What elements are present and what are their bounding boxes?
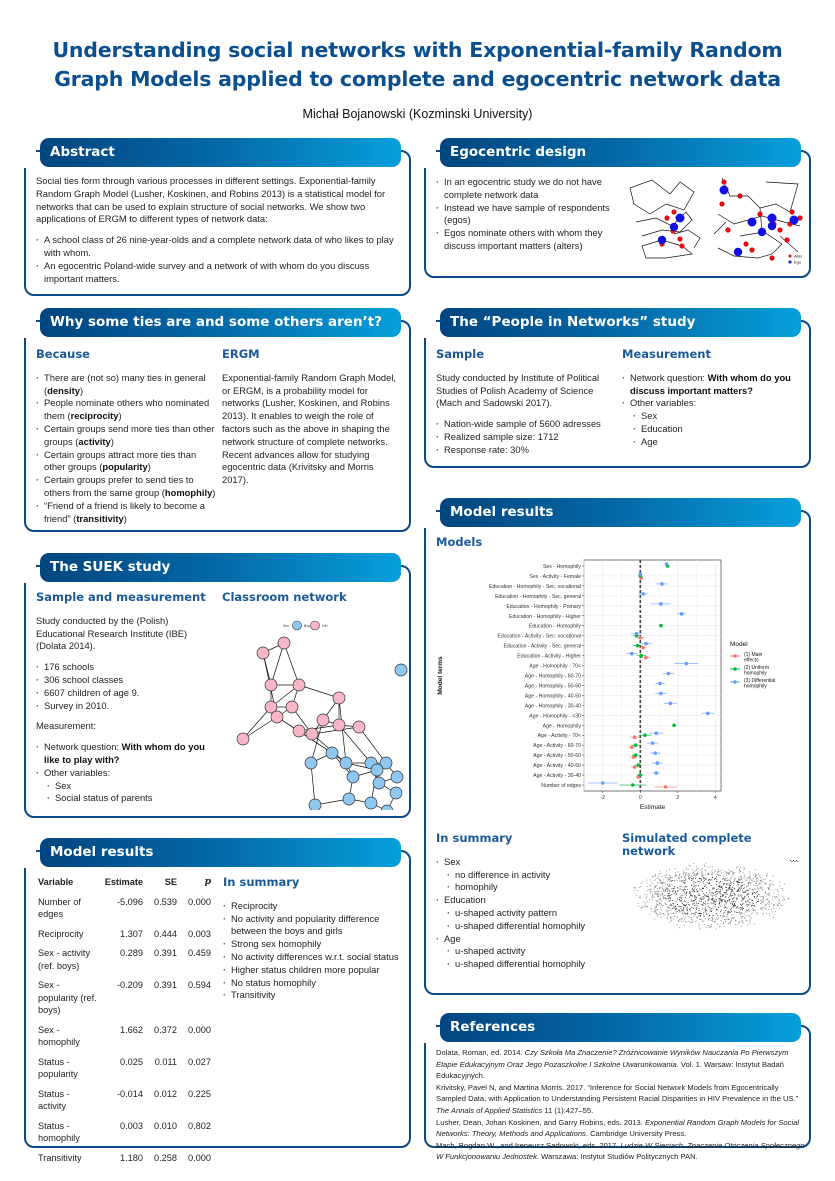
svg-text:Sex: Sex <box>283 624 290 628</box>
table-row: Sex - popularity (ref. boys) -0.209 0.391 0.594 <box>38 980 211 1016</box>
list-item: · 176 schools <box>36 661 216 674</box>
list-item: · Age <box>633 436 802 449</box>
results-table <box>38 874 214 1170</box>
svg-text:Age - Activity - 30-40: Age - Activity - 30-40 <box>533 773 581 780</box>
measurement-label: Measurement: <box>36 720 96 732</box>
reference-item: Mach, Bogdan W., and Ireneusz Sadowski, eds. 2017. Ludzie W Sieciach. Znaczenie Otoczenia Społecznego W Funkcjonowaniu Jednostek. Warszawa: Instytut Studiów Politycznych PAN. <box>436 1140 805 1162</box>
svg-text:Estimate: Estimate <box>639 804 666 811</box>
table-row: Status - homophily 0.003 0.010 0.802 <box>38 1120 211 1144</box>
because-list <box>36 372 216 526</box>
list-item: · In an egocentric study we do not have complete network data <box>436 176 616 202</box>
svg-text:Age - Homophily - 30-40: Age - Homophily - 30-40 <box>524 703 581 710</box>
svg-text:Age - Homophily - 50-60: Age - Homophily - 50-60 <box>524 683 581 690</box>
list-item: · Instead we have sample of respondents (egos) <box>436 202 616 228</box>
svg-text:Model terms: Model terms <box>437 656 444 695</box>
svg-text:Age - Homophily - 40-50: Age - Homophily - 40-50 <box>524 693 581 700</box>
list-item: · No activity differences w.r.t. social status <box>223 951 403 964</box>
table-row: Reciprocity 1.307 0.444 0.003 <box>38 928 211 939</box>
col-se: SE <box>164 877 177 887</box>
list-item: · Survey in 2010. <box>36 700 216 713</box>
svg-text:Age - Activity - 60-70: Age - Activity - 60-70 <box>533 743 581 750</box>
table-row: Status - activity -0.014 0.012 0.225 <box>38 1088 211 1112</box>
suek-summary-heading: In summary <box>223 875 300 889</box>
svg-text:homophily: homophily <box>744 683 767 690</box>
list-item: · People nominate others who nominated them (reciprocity) <box>36 397 216 423</box>
svg-text:Education - Homophily: Education - Homophily <box>528 623 581 630</box>
reference-item: Dolata, Roman, ed. 2014. Czy Szkoła Ma Znaczenie? Zróżnicowanie Wyników Nauczania Po Pierwszym Etapie Edukacyjnym Oraz Jego Pozaszkolne I Szkolne Uwarunkowania. Vol. 1. Warsaw: Instytut Badań Edukacyjnych. <box>436 1048 789 1081</box>
pin-heading: The “People in Networks” study <box>440 308 801 337</box>
references-list <box>436 1047 806 1163</box>
list-item: · no difference in activity <box>447 869 616 882</box>
list-item: · Egos nominate others with whom they discuss important matters (alters) <box>436 227 616 253</box>
svg-text:Education - Activity - Sec. vo: Education - Activity - Sec. vocational <box>497 633 581 640</box>
svg-text:Age - Activity - 50-60: Age - Activity - 50-60 <box>533 753 581 760</box>
list-item: · Education · u-shaped activity pattern · u-shaped differential homophily <box>436 894 616 932</box>
svg-text:Age - Homophily - <30: Age - Homophily - <30 <box>529 713 581 720</box>
list-item: · Transitivity <box>223 989 403 1002</box>
pin-summary-heading: In summary <box>436 831 513 845</box>
svg-text:Age - Homophily - 70<: Age - Homophily - 70< <box>529 663 581 670</box>
measurement-list <box>622 372 802 449</box>
egocentric-list <box>436 176 616 253</box>
title-line-2: Graph Models applied to complete and egocentric network data <box>54 67 781 91</box>
table-row: Transitivity 1.180 0.258 0.000 <box>38 1152 211 1163</box>
abstract-heading: Abstract <box>40 138 401 167</box>
abstract-paragraph: Social ties form through various processes in different settings. Exponential-family Random Graph Model (Lusher, Koskinen, and Robins 2013) is a statistical model for networks that can be used to explain structure of social networks. We show two applications of ERGM to different types of network data: <box>36 175 386 225</box>
svg-text:4: 4 <box>713 795 717 801</box>
list-item: · u-shaped differential homophily <box>447 958 616 971</box>
table-row: Number of edges -5.096 0.539 0.000 <box>38 896 211 920</box>
suek-measurement-list <box>36 741 216 805</box>
list-item: · Strong sex homophily <box>223 938 403 951</box>
svg-text:Education - Homophily - Primar: Education - Homophily - Primary <box>506 603 581 610</box>
svg-text:Age - Activity - 70<: Age - Activity - 70< <box>537 733 581 740</box>
sample-heading: Sample <box>436 347 484 361</box>
measurement-heading: Measurement <box>622 347 711 361</box>
col-variable: Variable <box>38 877 74 887</box>
svg-text:Sex - Homophily: Sex - Homophily <box>542 564 581 570</box>
svg-text:2: 2 <box>676 795 680 801</box>
svg-text:Education - Homophily - Sec. g: Education - Homophily - Sec. general <box>495 593 581 600</box>
list-item: · u-shaped activity <box>447 945 616 958</box>
list-item: · Network question: With whom do you discuss important matters? <box>622 372 802 398</box>
classroom-network-figure <box>231 615 411 810</box>
title-line-1: Understanding social networks with Exponential-family Random <box>52 38 783 62</box>
list-item: · Certain groups send more ties than other groups (activity) <box>36 423 216 449</box>
list-item: · Certain groups prefer to send ties to others from the same group (homophily) <box>36 474 216 500</box>
table-row: Status - popularity 0.025 0.011 0.027 <box>38 1056 211 1080</box>
list-item: · Education <box>633 423 802 436</box>
svg-text:(1) Main: (1) Main <box>744 652 763 658</box>
list-item: · Response rate: 30% <box>436 444 614 457</box>
suek-panel <box>24 559 411 818</box>
references-panel <box>424 1019 811 1162</box>
svg-text:Number of edges: Number of edges <box>541 783 581 789</box>
sample-text: Study conducted by Institute of Political Studies of Polish Academy of Science (Mach and Sadowski 2017). <box>436 371 600 409</box>
svg-text:(2) Uniform: (2) Uniform <box>744 665 770 671</box>
list-item: · Higher status children more popular <box>223 964 403 977</box>
svg-text:Model: Model <box>730 641 748 648</box>
pin-results-panel <box>424 504 811 995</box>
because-heading: Because <box>36 347 90 361</box>
suek-text: Study conducted by the (Polish) Educational Research Institute (IBE) (Dolata 2014). <box>36 614 188 652</box>
table-row: Sex - homophily 1.662 0.372 0.000 <box>38 1024 211 1048</box>
list-item: · There are (not so) many ties in general (density) <box>36 372 216 398</box>
col-estimate: Estimate <box>104 877 143 887</box>
models-heading: Models <box>436 535 483 549</box>
suek-results-heading: Model results <box>40 838 401 867</box>
egocentric-network-figure <box>622 174 807 266</box>
ergm-text: Exponential-family Random Graph Model, or ERGM, is a probability model for networks (Lusher, Koskinen, and Robins 2013). It enables to weigh the role of factors such as the above in shaping the network structure of complete networks. Recent advances allow for studying egocentric data (Krivitsky and Morris 2017). <box>222 371 397 486</box>
list-item: · Social status of parents <box>47 792 216 805</box>
list-item: · Certain groups attract more ties than other groups (popularity) <box>36 449 216 475</box>
suek-results-panel <box>24 844 411 1163</box>
list-item: · u-shaped activity pattern <box>447 907 616 920</box>
ergm-heading: ERGM <box>222 347 260 361</box>
sample-measurement-heading: Sample and measurement <box>36 590 206 604</box>
svg-text:Age - Homophily: Age - Homophily <box>542 723 581 730</box>
svg-text:effects: effects <box>744 657 759 664</box>
abstract-list <box>36 234 402 285</box>
reference-item: Lusher, Dean, Johan Koskinen, and Garry Robins, eds. 2013. Exponential Random Graph Models for Social Networks: Theory, Methods and Applications. Cambridge University Press. <box>436 1117 800 1139</box>
list-item: · Other variables: · Sex · Education · Age <box>622 397 802 448</box>
sample-list <box>436 418 614 456</box>
classroom-network-heading: Classroom network <box>222 590 347 604</box>
author: Michał Bojanowski (Kozminski University) <box>302 107 533 121</box>
why-panel <box>24 314 411 532</box>
list-item: · Network question: With whom do you like to play with? <box>36 741 216 767</box>
pin-summary-list <box>436 856 616 971</box>
abstract-panel <box>24 144 411 296</box>
list-item: · No status homophily <box>223 977 403 990</box>
list-item: · No activity and popularity difference between the boys and girls <box>223 913 403 939</box>
why-heading: Why some ties are and some others aren’t? <box>40 308 401 337</box>
svg-text:Girl: Girl <box>322 624 328 628</box>
svg-text:Age - Activity - 40-50: Age - Activity - 40-50 <box>533 763 581 770</box>
poster-title <box>0 36 835 94</box>
svg-text:Ego: Ego <box>794 259 802 265</box>
list-item: · Sex <box>633 410 802 423</box>
list-item: · Age · u-shaped activity · u-shaped differential homophily <box>436 933 616 971</box>
suek-list <box>36 661 216 712</box>
svg-text:Education - Homophily - Higher: Education - Homophily - Higher <box>508 613 581 620</box>
table-row: Sex - activity (ref. boys) 0.289 0.391 0.459 <box>38 948 211 971</box>
list-item: · “Friend of a friend is likely to become a friend” (transitivity) <box>36 500 216 526</box>
svg-text:0: 0 <box>638 795 642 801</box>
simulated-network-figure <box>622 858 802 936</box>
pin-results-heading: Model results <box>440 498 801 527</box>
reference-item: Krivitsky, Pavel N, and Martina Morris. 2017. “Inference for Social Network Models from Egocentrically Sampled Data, with Application to Understanding Persistent Racial Disparities in HIV Prevalence in the US.” The Annals of Applied Statistics 11 (1):427–55. <box>436 1082 799 1115</box>
egocentric-panel <box>424 144 811 278</box>
list-item: · homophily <box>447 881 616 894</box>
references-heading: References <box>440 1013 801 1042</box>
list-item: · 6607 children of age 9. <box>36 687 216 700</box>
svg-text:Education - Activity - Sec. ge: Education - Activity - Sec. general <box>503 643 581 650</box>
list-item: · 306 school classes <box>36 674 216 687</box>
col-p: p <box>204 876 211 887</box>
svg-text:Education - Homophily - Sec. v: Education - Homophily - Sec. vocational <box>489 583 581 590</box>
svg-text:Boy: Boy <box>304 624 311 628</box>
list-item: · Sex · no difference in activity · homophily <box>436 856 616 894</box>
svg-text:Education - Activity - Higher: Education - Activity - Higher <box>517 653 581 660</box>
list-item: · u-shaped differential homophily <box>447 920 616 933</box>
svg-text:-2: -2 <box>600 795 606 801</box>
coefficient-plot <box>434 554 806 824</box>
egocentric-heading: Egocentric design <box>440 138 801 167</box>
list-item: · An egocentric Poland-wide survey and a network of with whom do you discuss important matters. <box>36 260 402 286</box>
simulated-network-heading: Simulated complete network <box>622 831 752 858</box>
people-in-networks-panel <box>424 314 811 468</box>
list-item: · Realized sample size: 1712 <box>436 431 614 444</box>
list-item: · Nation-wide sample of 5600 adresses <box>436 418 614 431</box>
svg-text:(3) Differential: (3) Differential <box>744 678 776 684</box>
svg-text:homophily: homophily <box>744 670 767 677</box>
suek-heading: The SUEK study <box>40 553 401 582</box>
list-item: · Reciprocity <box>223 900 403 913</box>
svg-text:Age - Homophily - 60-70: Age - Homophily - 60-70 <box>524 673 581 680</box>
svg-text:Sex - Activity - Female: Sex - Activity - Female <box>529 573 581 580</box>
suek-summary-list <box>223 900 403 1002</box>
list-item: · A school class of 26 nine-year-olds and a complete network data of who likes to play with whom. <box>36 234 402 260</box>
list-item: · Sex <box>47 780 216 793</box>
svg-text:Alter: Alter <box>794 253 803 259</box>
list-item: · Other variables: · Sex · Social status of parents <box>36 767 216 805</box>
